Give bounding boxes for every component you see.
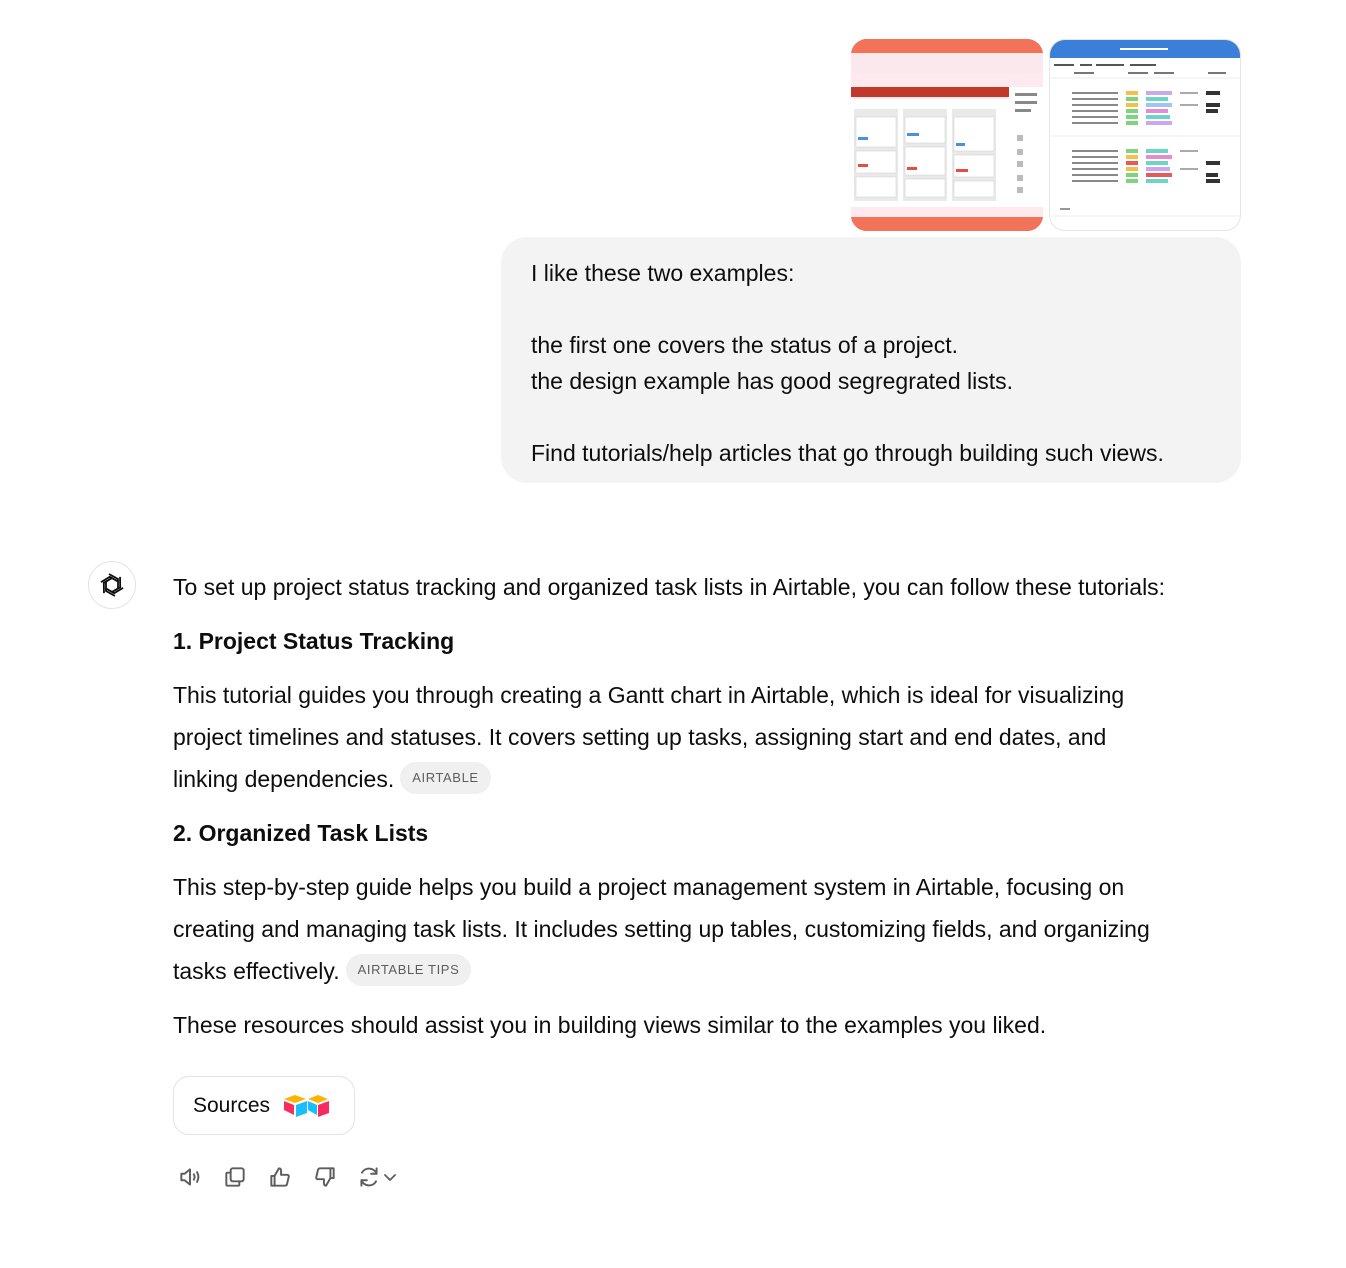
grid-table-screenshot-thumbnail — [1050, 40, 1240, 230]
blank-line — [531, 291, 1211, 327]
regenerate-icon — [356, 1164, 382, 1190]
section-heading: 1. Project Status Tracking — [173, 628, 455, 654]
sources-label: Sources — [193, 1093, 271, 1117]
thumbs-up-button[interactable] — [263, 1160, 297, 1194]
source-chip-airtable[interactable]: AIRTABLE — [400, 762, 490, 794]
section-paragraph — [173, 866, 1253, 992]
attachment-thumbnails — [851, 39, 1241, 231]
source-chip-airtable-tips[interactable]: AIRTABLE TIPS — [346, 954, 472, 986]
paragraph-line: This tutorial guides you through creating a Gantt chart in Airtable, which is ideal for visualizing — [173, 682, 1125, 708]
sources-button[interactable] — [173, 1076, 355, 1135]
thumbs-up-icon — [267, 1164, 293, 1190]
paragraph-line-text: linking dependencies. — [173, 766, 395, 792]
section-paragraph — [173, 674, 1253, 800]
read-aloud-icon — [177, 1164, 203, 1190]
thumbs-down-button[interactable] — [308, 1160, 342, 1194]
user-message-line: the design example has good segregrated lists. — [531, 368, 1014, 394]
paragraph-line: This step-by-step guide helps you build a project management system in Airtable, focusing on — [173, 874, 1125, 900]
paragraph-line-text: tasks effectively. — [173, 958, 340, 984]
message-actions — [173, 1160, 412, 1194]
read-aloud-button[interactable] — [173, 1160, 207, 1194]
user-message-line: I like these two examples: — [531, 260, 795, 286]
airtable-logo-icon — [282, 1091, 332, 1121]
copy-button[interactable] — [218, 1160, 252, 1194]
paragraph-line: project timelines and statuses. It covers setting up tasks, assigning start and end dates, and — [173, 724, 1107, 750]
paragraph-line: creating and managing task lists. It includes setting up tables, customizing fields, and organizing — [173, 916, 1150, 942]
assistant-message — [173, 566, 1253, 1058]
assistant-avatar — [88, 561, 136, 609]
section-heading: 2. Organized Task Lists — [173, 820, 429, 846]
user-message-bubble — [501, 237, 1241, 483]
paragraph-line — [173, 950, 1253, 992]
paragraph-line — [173, 758, 1253, 800]
chevron-down-icon — [382, 1169, 398, 1185]
assistant-closing: These resources should assist you in building views similar to the examples you liked. — [173, 1012, 1047, 1038]
kanban-board-screenshot-thumbnail — [851, 39, 1043, 231]
user-message-line: the first one covers the status of a project. — [531, 332, 958, 358]
attachment-image-1[interactable] — [851, 39, 1043, 231]
openai-logo-icon — [98, 571, 126, 599]
blank-line — [531, 399, 1211, 435]
thumbs-down-icon — [312, 1164, 338, 1190]
attachment-image-2[interactable] — [1049, 39, 1241, 231]
copy-icon — [222, 1164, 248, 1190]
regenerate-button[interactable] — [353, 1160, 401, 1194]
assistant-intro: To set up project status tracking and organized task lists in Airtable, you can follow these tutorials: — [173, 574, 1166, 600]
user-message-line: Find tutorials/help articles that go through building such views. — [531, 440, 1164, 466]
